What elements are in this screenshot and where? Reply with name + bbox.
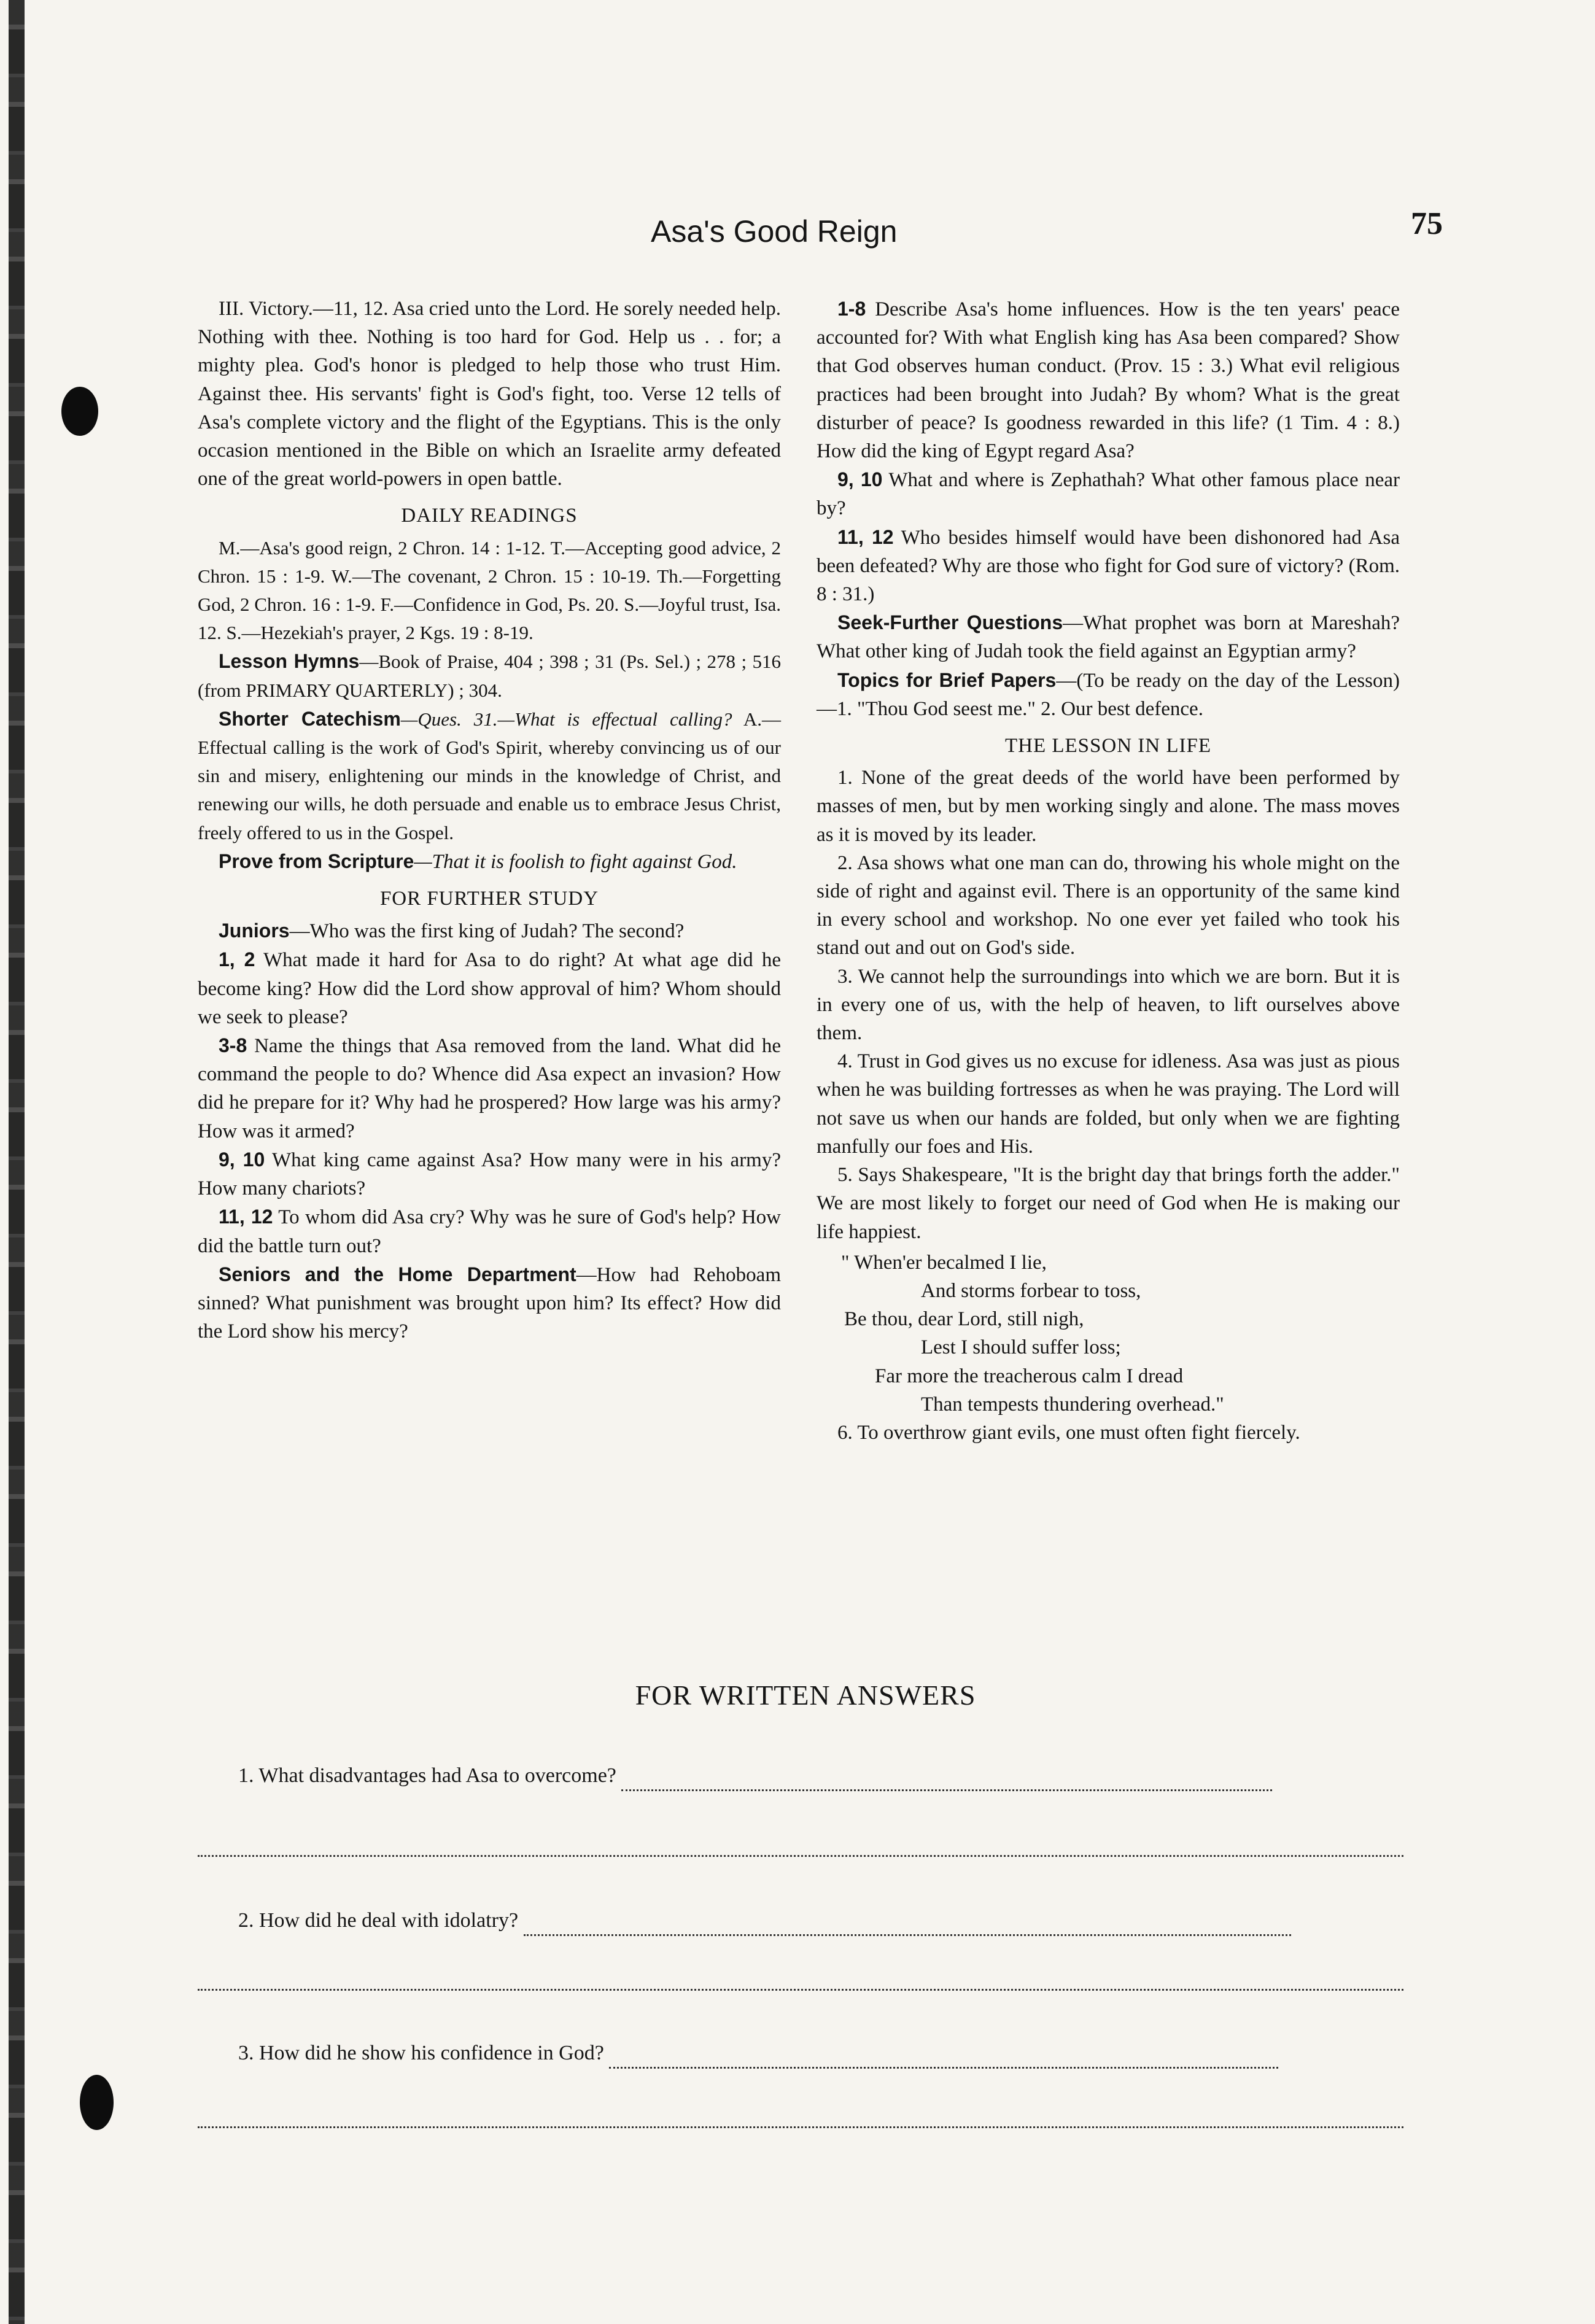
- answer-line[interactable]: [198, 2126, 1403, 2128]
- written-question-1-text: 1. What disadvantages had Asa to overcome?: [238, 1764, 616, 1787]
- poem: [817, 1249, 1400, 1419]
- question-1-2: [198, 945, 781, 1031]
- poem-line: Be thou, dear Lord, still nigh,: [844, 1308, 1084, 1331]
- question-11-12-label: 11, 12: [219, 1206, 273, 1228]
- prove-from-scripture: [198, 847, 781, 876]
- topics-text: —(To be ready on the day of the Lesson)—1. "Thou God seest me." 2. Our best defence.: [817, 669, 1400, 720]
- question-3-8-label: 3-8: [219, 1034, 247, 1057]
- written-question-3: [238, 2038, 1405, 2069]
- daily-readings-heading: DAILY READINGS: [401, 505, 578, 527]
- juniors-label: Juniors: [219, 920, 290, 942]
- written-answers-heading: FOR WRITTEN ANSWERS: [635, 1679, 976, 1711]
- topics-brief-papers: [817, 666, 1400, 723]
- right-column: [817, 295, 1400, 1447]
- answer-line[interactable]: [198, 1855, 1403, 1857]
- seek-text: —What prophet was born at Mareshah? What other king of Judah took the field against an Egyptian army?: [817, 612, 1400, 663]
- question-11-12-right-label: 11, 12: [837, 525, 894, 548]
- poem-line: Lest I should suffer loss;: [921, 1336, 1121, 1359]
- lesson-point-2: 2. Asa shows what one man can do, throwing his whole might on the side of right and against evil. There is an opportunity of the same kind in every school and workshop. No one ever yet failed who took his stand out and out on God's side.: [817, 851, 1400, 959]
- lesson-in-life-heading: THE LESSON IN LIFE: [1004, 735, 1212, 757]
- question-3-8-text: Name the things that Asa removed from the land. What did he command the people to do? Whence did Asa expect an invasion? How did he prepare for it? Why had he prospered? How large was his army? How was it armed?: [198, 1035, 781, 1142]
- answer-line[interactable]: [609, 2048, 1278, 2069]
- question-11-12-text: To whom did Asa cry? Why was he sure of God's help? How did the battle turn out?: [198, 1206, 782, 1257]
- lesson-hymns: [198, 647, 781, 704]
- lesson-point-5: 5. Says Shakespeare, "It is the bright day that brings forth the adder." We are most likely to forget our need of God when He is making our life happiest.: [817, 1164, 1400, 1243]
- lesson-hymns-text: —Book of Praise, 404 ; 398 ; 31 (Ps. Sel.) ; 278 ; 516 (from PRIMARY QUARTERLY) ; 304.: [198, 651, 781, 701]
- question-9-10: [198, 1145, 781, 1203]
- seniors-text: —How had Rehoboam sinned? What punishment was brought upon him? Its effect? How did the Lord show his mercy?: [198, 1263, 781, 1343]
- punch-hole-top: [61, 387, 98, 436]
- prove-label: Prove from Scripture: [219, 850, 414, 872]
- question-11-12-right: [817, 523, 1400, 609]
- question-1-2-text: What made it hard for Asa to do right? At what age did he become king? How did the Lord show approval of him? Whom should we seek to please?: [198, 949, 781, 1028]
- juniors-paragraph: [198, 916, 781, 945]
- seek-label: Seek-Further Questions: [837, 611, 1063, 634]
- question-1-8-text: Describe Asa's home influences. How is the ten years' peace accounted for? With what English king has Asa been compared? Show that God observes human conduct. (Prov. 15 : 3.) What evil religious practices had been brought into Judah? By whom? What is the great disturber of peace? Is goodness rewarded in this life? (1 Tim. 4 : 8.) How did the king of Egypt regard Asa?: [817, 298, 1400, 463]
- question-1-8-label: 1-8: [837, 298, 866, 320]
- lesson-point-3: 3. We cannot help the surroundings into which we are born. But it is in every one of us, with the help of heaven, to lift ourselves above them.: [817, 965, 1400, 1045]
- seniors-paragraph: [198, 1260, 781, 1346]
- question-9-10-text: What king came against Asa? How many were in his army? How many chariots?: [198, 1148, 781, 1200]
- left-column: [198, 295, 781, 1346]
- question-11-12-right-text: Who besides himself would have been dishonored had Asa been defeated? Why are those who fight for God sure of victory? (Rom. 8 : 31.): [817, 526, 1400, 606]
- poem-line: " When'er becalmed I lie,: [841, 1251, 1047, 1274]
- question-9-10-right-text: What and where is Zephathah? What other famous place near by?: [817, 469, 1400, 520]
- written-question-2-text: 2. How did he deal with idolatry?: [238, 1909, 519, 1932]
- question-9-10-label: 9, 10: [219, 1148, 265, 1171]
- victory-paragraph: III. Victory.—11, 12. Asa cried unto the Lord. He sorely needed help. Nothing with thee. Nothing is too hard for God. Help us . . for; a mighty plea. God's honor is pledged to help those who trust Him. Against thee. His servants' fight is God's fight, too. Verse 12 tells of Asa's complete victory and the flight of the Egyptians. This is the only occasion mentioned in the Bible on which an Israelite army defeated one of the great world-powers in open battle.: [198, 298, 781, 490]
- juniors-text: —Who was the first king of Judah? The second?: [289, 920, 685, 943]
- daily-readings-text: M.—Asa's good reign, 2 Chron. 14 : 1-12. T.—Accepting good advice, 2 Chron. 15 : 1-9. W.—The covenant, 2 Chron. 15 : 10-19. Th.—Forgetting God, 2 Chron. 16 : 1-9. F.—Confidence in God, Ps. 20. S.—Joyful trust, Isa. 12. S.—Hezekiah's prayer, 2 Kgs. 19 : 8-19.: [198, 536, 781, 644]
- poem-line: Far more the treacherous calm I dread: [875, 1365, 1184, 1387]
- lesson-point-1: 1. None of the great deeds of the world have been performed by masses of men, but by men working singly and alone. The mass moves as it is moved by its leader.: [817, 767, 1400, 846]
- lesson-point-4: 4. Trust in God gives us no excuse for idleness. Asa was just as pious when he was building fortresses as when he was praying. The Lord will not save us when our hands are folded, but only when we are fighting manfully our foes and His.: [817, 1050, 1400, 1158]
- binding-edge: [9, 0, 25, 2324]
- seniors-label: Seniors and the Home Department: [219, 1263, 576, 1285]
- shorter-catechism: [198, 705, 781, 847]
- written-question-1: [238, 1760, 1405, 1791]
- poem-line: Than tempests thundering overhead.": [921, 1393, 1224, 1416]
- catechism-question: What is effectual calling?: [514, 708, 732, 730]
- page-title: Asa's Good Reign: [651, 214, 898, 249]
- answer-line[interactable]: [198, 1989, 1403, 1991]
- seek-further-questions: [817, 608, 1400, 665]
- further-study-heading: FOR FURTHER STUDY: [379, 888, 599, 910]
- catechism-answer: A.—Effectual calling is the work of God's Spirit, whereby convincing us of our sin and misery, enlightening our minds in the knowledge of Christ, and renewing our wills, he doth persuade and enable us to embrace Jesus Christ, freely offered to us in the Gospel.: [198, 708, 781, 843]
- topics-label: Topics for Brief Papers: [837, 668, 1057, 691]
- prove-text: —That it is foolish to fight against God.: [414, 850, 737, 873]
- written-question-3-text: 3. How did he show his confidence in God?: [238, 2042, 604, 2064]
- catechism-question-number: —Ques. 31.—: [400, 708, 515, 730]
- answer-line[interactable]: [621, 1771, 1272, 1791]
- lesson-point-6: 6. To overthrow giant evils, one must often fight fiercely.: [837, 1421, 1300, 1444]
- catechism-label: Shorter Catechism: [219, 707, 401, 730]
- punch-hole-bottom: [80, 2075, 114, 2130]
- question-1-2-label: 1, 2: [219, 948, 255, 971]
- page-number: 75: [1411, 206, 1443, 241]
- question-9-10-right-label: 9, 10: [837, 468, 883, 491]
- lesson-hymns-label: Lesson Hymns: [219, 650, 360, 673]
- question-3-8: [198, 1031, 781, 1145]
- written-question-2: [238, 1905, 1405, 1936]
- poem-line: And storms forbear to toss,: [921, 1279, 1141, 1302]
- answer-line[interactable]: [524, 1916, 1291, 1936]
- question-11-12: [198, 1203, 781, 1260]
- question-1-8: [817, 295, 1400, 465]
- question-9-10-right: [817, 465, 1400, 522]
